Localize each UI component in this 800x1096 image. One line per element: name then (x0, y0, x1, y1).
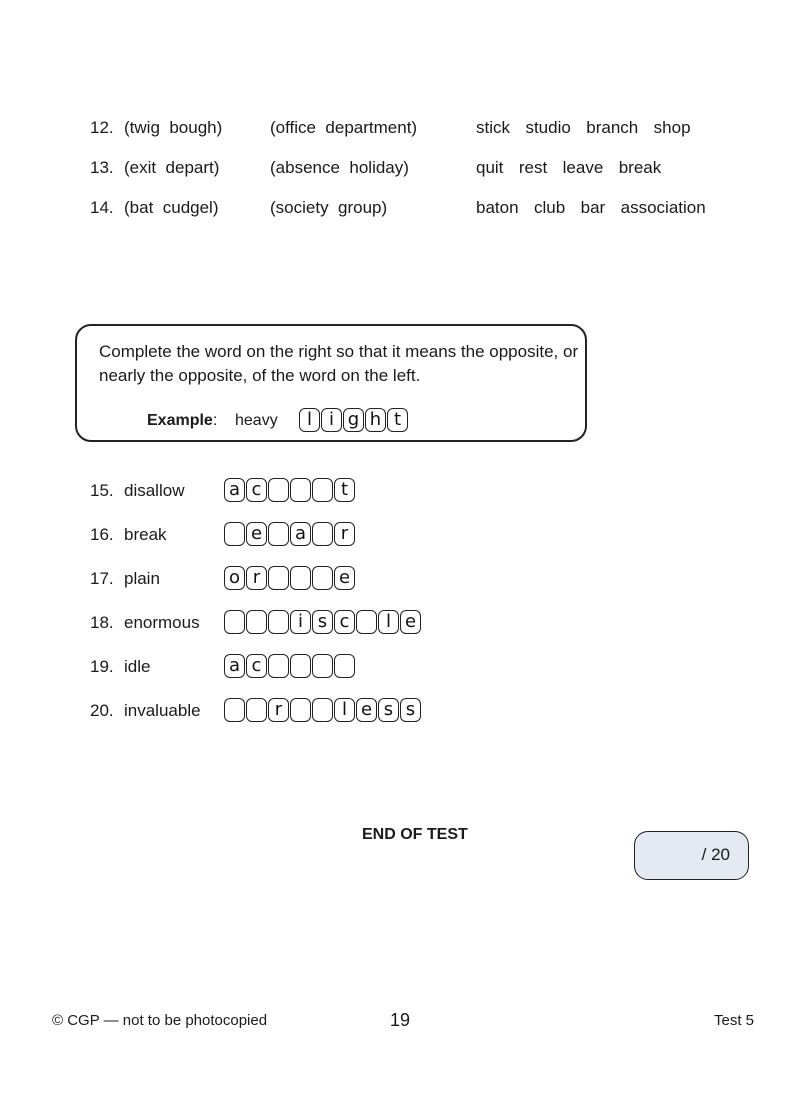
letter-box[interactable] (290, 566, 311, 590)
opposite-row (90, 654, 490, 680)
letter-box: h (365, 408, 386, 432)
letter-box[interactable]: l (378, 610, 399, 634)
word-row (90, 116, 730, 140)
instruction-text: Complete the word on the right so that it means the opposite, or nearly the opposite, of the word on the left. (99, 342, 579, 385)
letter-box[interactable] (290, 698, 311, 722)
letter-box[interactable] (224, 698, 245, 722)
test-label: Test 5 (714, 1012, 755, 1029)
example-label (147, 412, 217, 430)
opposite-row (90, 478, 490, 504)
score-box (634, 831, 749, 880)
left-word-pair: (bat cudgel) (124, 198, 219, 217)
letter-box[interactable]: a (290, 522, 311, 546)
letter-box: t (387, 408, 408, 432)
letter-boxes (224, 522, 356, 546)
letter-box[interactable] (224, 522, 245, 546)
example-colon: : (212, 412, 218, 429)
answer-options: stick studio branch shop (476, 118, 691, 137)
letter-box[interactable]: a (224, 654, 245, 678)
letter-boxes (224, 610, 422, 634)
answer-options: baton club bar association (476, 198, 706, 217)
letter-box[interactable]: r (246, 566, 267, 590)
clue-word: break (124, 525, 167, 544)
letter-box[interactable]: o (224, 566, 245, 590)
letter-box[interactable]: e (356, 698, 377, 722)
clue-word: enormous (124, 613, 200, 632)
clue-word: disallow (124, 481, 185, 500)
question-number: 14. (90, 198, 114, 217)
example-label-text: Example (147, 412, 213, 429)
letter-box[interactable] (268, 566, 289, 590)
letter-box[interactable]: r (268, 698, 289, 722)
letter-box[interactable] (312, 522, 333, 546)
answer-options: quit rest leave break (476, 158, 662, 177)
letter-box[interactable] (224, 610, 245, 634)
opposite-row (90, 698, 490, 724)
clue-word: invaluable (124, 701, 201, 720)
letter-box[interactable]: c (246, 654, 267, 678)
letter-box[interactable]: s (378, 698, 399, 722)
score-total: / 20 (701, 845, 730, 864)
instruction-box (75, 324, 587, 442)
end-of-test-label: END OF TEST (362, 826, 468, 843)
example-word: heavy (235, 412, 278, 429)
letter-box[interactable]: e (246, 522, 267, 546)
left-word-pair: (exit depart) (124, 158, 220, 177)
letter-box[interactable] (312, 654, 333, 678)
page-number: 19 (390, 1010, 411, 1030)
letter-box[interactable]: a (224, 478, 245, 502)
letter-box[interactable] (312, 566, 333, 590)
middle-word-pair: (office department) (270, 118, 418, 137)
letter-box[interactable] (312, 698, 333, 722)
clue-word: plain (124, 569, 160, 588)
question-number: 15. (90, 481, 114, 500)
question-number: 12. (90, 118, 114, 137)
letter-box[interactable]: l (334, 698, 355, 722)
letter-boxes (224, 566, 356, 590)
letter-box[interactable] (246, 610, 267, 634)
question-number: 19. (90, 657, 114, 676)
letter-box[interactable]: c (334, 610, 355, 634)
question-number: 13. (90, 158, 114, 177)
letter-box[interactable] (290, 478, 311, 502)
letter-box[interactable] (268, 654, 289, 678)
letter-box[interactable] (268, 478, 289, 502)
left-word-pair: (twig bough) (124, 118, 223, 137)
word-row (90, 156, 730, 180)
letter-box[interactable] (334, 654, 355, 678)
letter-box: i (321, 408, 342, 432)
question-number: 20. (90, 701, 114, 720)
opposite-row (90, 522, 490, 548)
letter-box[interactable]: r (334, 522, 355, 546)
middle-word-pair: (society group) (270, 198, 388, 217)
letter-box[interactable]: e (400, 610, 421, 634)
question-number: 18. (90, 613, 114, 632)
letter-box: l (299, 408, 320, 432)
word-row (90, 196, 730, 220)
clue-word: idle (124, 657, 151, 676)
question-number: 17. (90, 569, 114, 588)
letter-box[interactable]: s (312, 610, 333, 634)
letter-box[interactable]: t (334, 478, 355, 502)
letter-box[interactable]: c (246, 478, 267, 502)
letter-boxes (224, 654, 356, 678)
letter-boxes (224, 698, 422, 722)
letter-box[interactable] (246, 698, 267, 722)
letter-box[interactable]: i (290, 610, 311, 634)
copyright-notice: © CGP — not to be photocopied (52, 1012, 268, 1029)
letter-box[interactable] (356, 610, 377, 634)
opposite-row (90, 610, 490, 636)
middle-word-pair: (absence holiday) (270, 158, 409, 177)
opposite-row (90, 566, 490, 592)
letter-box[interactable] (312, 478, 333, 502)
example-letter-boxes (299, 408, 409, 432)
letter-box[interactable]: s (400, 698, 421, 722)
letter-box[interactable]: e (334, 566, 355, 590)
question-number: 16. (90, 525, 114, 544)
letter-box[interactable] (268, 610, 289, 634)
letter-box[interactable] (290, 654, 311, 678)
letter-boxes (224, 478, 356, 502)
letter-box[interactable] (268, 522, 289, 546)
letter-box: g (343, 408, 364, 432)
